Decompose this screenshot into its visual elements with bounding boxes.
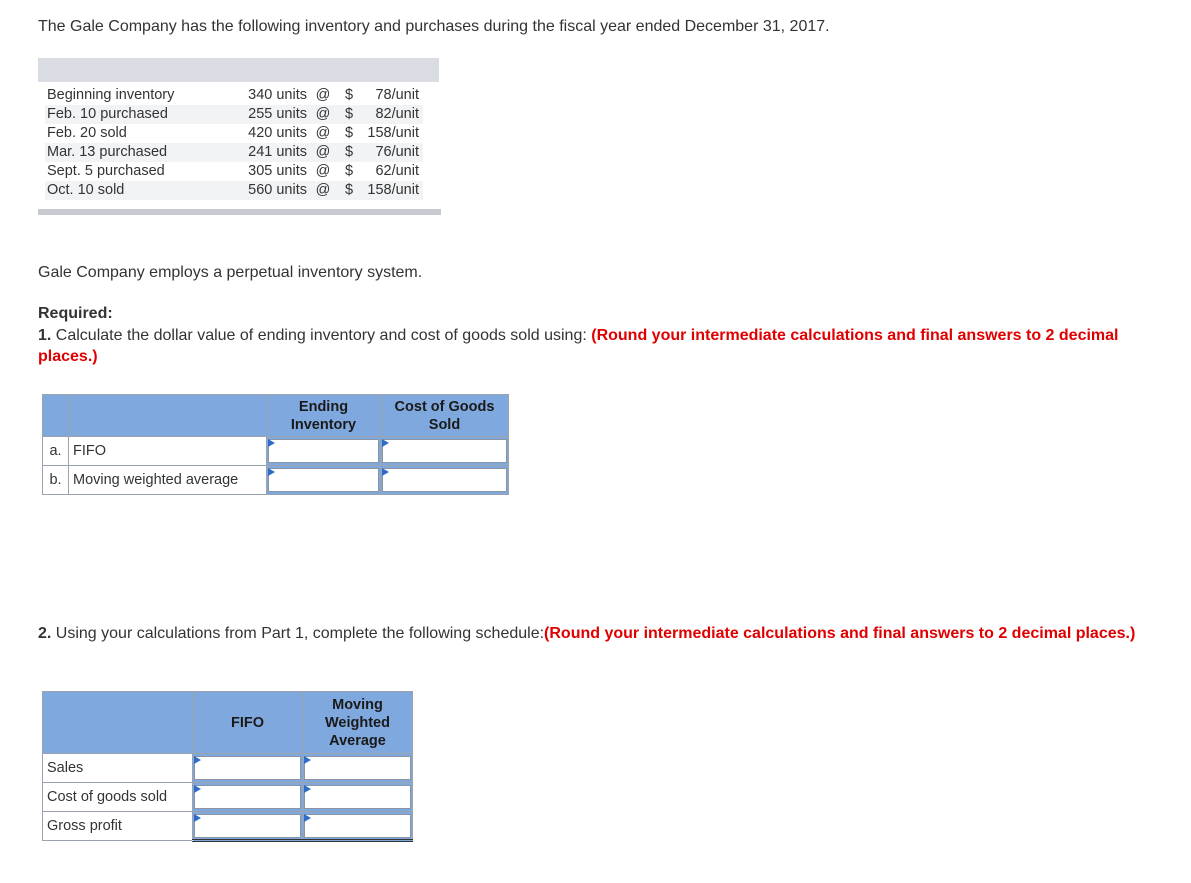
fifo-ending-inventory-input[interactable] — [268, 439, 379, 463]
inventory-price: 82/unit — [359, 105, 423, 124]
inventory-price: 158/unit — [359, 181, 423, 200]
cell-wrap — [193, 783, 303, 812]
inventory-label: Feb. 10 purchased — [45, 105, 227, 124]
cell-wrap — [381, 466, 509, 495]
inventory-units: 305 units — [248, 163, 307, 179]
mwa-cogs-input[interactable] — [382, 468, 507, 492]
ending-inventory-header: Ending Inventory — [267, 395, 381, 437]
mwa-header: Moving Weighted Average — [303, 692, 413, 754]
part2-round-note: (Round your intermediate calculations and final answers to 2 decimal places.) — [544, 625, 1136, 642]
part1-number: 1. — [38, 327, 52, 344]
cell-wrap — [267, 466, 381, 495]
gross-profit-mwa-input[interactable] — [304, 814, 411, 838]
at-symbol: @ — [307, 143, 339, 162]
schedule-row-gross-profit — [43, 812, 413, 841]
inventory-table-header-bar — [38, 58, 439, 82]
inventory-price: 158/unit — [367, 125, 419, 141]
inventory-units: 340 units — [248, 87, 307, 103]
part1-header-row — [43, 395, 509, 437]
inventory-label: Sept. 5 purchased — [47, 163, 165, 179]
part1-answer-table — [42, 394, 509, 495]
schedule-row-sales — [43, 754, 413, 783]
inventory-price: 78/unit — [375, 87, 419, 103]
at-symbol: @ — [307, 181, 339, 200]
required-title: Required: — [38, 305, 113, 322]
dollar-symbol: $ — [344, 87, 354, 103]
sales-mwa-input[interactable] — [304, 756, 411, 780]
header-blank — [43, 692, 193, 754]
row-letter: a. — [43, 437, 69, 466]
sales-fifo-input[interactable] — [194, 756, 301, 780]
inventory-row — [45, 181, 423, 200]
mwa-ending-inventory-input[interactable] — [268, 468, 379, 492]
cogs-fifo-input[interactable] — [194, 785, 301, 809]
intro-text: The Gale Company has the following inventory and purchases during the fiscal year ended December 31, 2017. — [38, 18, 830, 35]
part2-number: 2. — [38, 625, 52, 642]
fifo-header: FIFO — [193, 692, 303, 754]
inventory-units: 560 units — [227, 181, 307, 200]
inventory-label: Beginning inventory — [47, 87, 175, 103]
at-symbol: @ — [315, 125, 331, 141]
inventory-row — [45, 162, 423, 181]
inventory-table-footer-bar — [38, 209, 441, 215]
answer-row-mwa — [43, 466, 509, 495]
inventory-units: 241 units — [227, 143, 307, 162]
dollar-symbol: $ — [344, 163, 354, 179]
row-label: Moving weighted average — [69, 466, 267, 495]
inventory-label: Mar. 13 purchased — [45, 143, 227, 162]
gross-profit-fifo-input[interactable] — [194, 814, 301, 838]
part1-text: Calculate the dollar value of ending inventory and cost of goods sold using: — [51, 327, 592, 344]
header-blank — [43, 395, 69, 437]
inventory-row — [45, 105, 423, 124]
row-label: Sales — [43, 754, 193, 783]
dollar-symbol: $ — [339, 181, 359, 200]
row-label: Cost of goods sold — [43, 783, 193, 812]
inventory-units: 420 units — [248, 125, 307, 141]
at-symbol: @ — [307, 105, 339, 124]
inventory-row — [45, 86, 423, 105]
cell-wrap — [303, 783, 413, 812]
cogs-mwa-input[interactable] — [304, 785, 411, 809]
cell-wrap — [193, 812, 303, 841]
inventory-row — [45, 124, 423, 143]
inventory-price: 76/unit — [359, 143, 423, 162]
answer-row-fifo — [43, 437, 509, 466]
part2-text: Using your calculations from Part 1, complete the following schedule: — [51, 625, 545, 642]
part2-instructions — [38, 623, 1178, 644]
header-blank — [69, 395, 267, 437]
part1-instructions — [38, 325, 1178, 367]
inventory-row — [45, 143, 423, 162]
at-symbol: @ — [315, 87, 331, 103]
inventory-label: Oct. 10 sold — [45, 181, 227, 200]
row-label: FIFO — [69, 437, 267, 466]
cell-wrap — [303, 812, 413, 841]
cell-wrap — [381, 437, 509, 466]
system-text: Gale Company employs a perpetual inventory system. — [38, 264, 423, 281]
inventory-units: 255 units — [227, 105, 307, 124]
dollar-symbol: $ — [339, 105, 359, 124]
row-label: Gross profit — [43, 812, 193, 841]
cell-wrap — [303, 754, 413, 783]
part1-round-note: (Round your intermediate calculations and final answers to 2 decimal places.) — [38, 327, 1119, 365]
at-symbol: @ — [315, 163, 331, 179]
inventory-table — [45, 86, 423, 200]
part2-schedule-table — [42, 691, 413, 842]
part2-header-row — [43, 692, 413, 754]
inventory-label: Feb. 20 sold — [47, 125, 127, 141]
cogs-header: Cost of Goods Sold — [381, 395, 509, 437]
row-letter: b. — [43, 466, 69, 495]
schedule-row-cogs — [43, 783, 413, 812]
dollar-symbol: $ — [339, 143, 359, 162]
dollar-symbol: $ — [344, 125, 354, 141]
cell-wrap — [193, 754, 303, 783]
fifo-cogs-input[interactable] — [382, 439, 507, 463]
cell-wrap — [267, 437, 381, 466]
inventory-price: 62/unit — [375, 163, 419, 179]
